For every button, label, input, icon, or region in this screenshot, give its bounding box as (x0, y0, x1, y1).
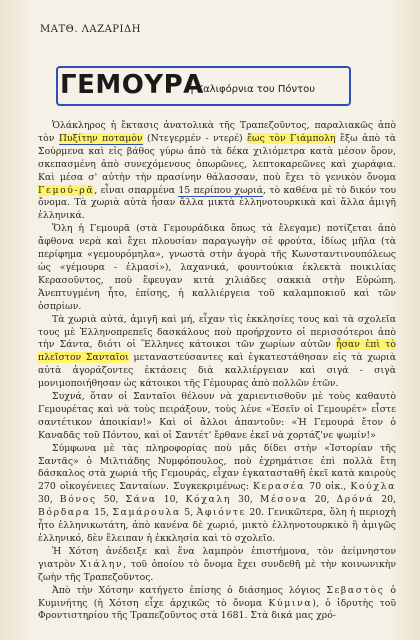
text-run: , εἶναι σπαρμένα (94, 184, 179, 196)
paragraph-6 (38, 546, 396, 585)
village-count: 30, (38, 494, 60, 506)
person-name: Σεβαστὸς (326, 584, 385, 596)
village-count: 20, (374, 494, 396, 506)
running-head: ΜΑΤΘ. ΛΑΖΑΡΙΔΗ (40, 24, 141, 35)
article-title: ΓΕΜΟΥΡΑ (60, 70, 204, 100)
place-name: Κύμινα (268, 597, 313, 609)
article-subtitle: ή Καλιφόρνια του Πόντου (187, 84, 316, 95)
village-name: Σάνα (125, 494, 157, 506)
text-run: μεταναστεύσαντες καὶ ἐγκατεστάθησαν εἰς τὰ χωριὰ αὐτὰ ἀγοράζοντες ἐκτάσεις διὰ καλλιέργειαν καὶ σιγά - σιγὰ μονιμοποιήθησαν ὡς κάτοικοι τῆς Γέμουρας ἀπὸ πολλῶν ἐτῶν. (38, 352, 396, 390)
text-run: Γενικῶτερα, ὅλη ἡ περιοχὴ ἦτο ἑλληνικωτάτη, ἀπὸ κανένα δὲ χωριό, μικτὸ ἑλληνοτουρκικὸ ἢ ἀμιγῶς ἑλληνικό, δὲν ἔλειπαν ἡ ἐκκλησία καὶ τὸ σχολεῖο. (38, 507, 396, 544)
person-name: Χιάλην (79, 558, 124, 570)
village-name: Κόχαλη (185, 494, 232, 506)
paragraph-1 (38, 120, 396, 223)
article-body (38, 120, 396, 623)
village-name: Κερασέα (253, 481, 306, 493)
village-count: 15, (90, 507, 113, 519)
village-name: Ἀφιόντε (196, 507, 246, 519)
village-name: Κούχλα (350, 481, 396, 493)
highlight-gemoura: Γεμού-ρᾶ (38, 184, 95, 196)
village-name: Βόρδαρα (38, 507, 91, 519)
village-count: 70 οἰκ., (305, 481, 351, 493)
text-run: ὁ Κυμινήτης (ἡ Χότση εἶχε ἀρχικῶς τὸ ὄνομα (38, 584, 396, 609)
text-run: ), ὁ ἱδρυτὴς τοῦ Φροντιστηρίου τῆς Τραπεζοῦντος στὰ 1681. Στὰ δικά μας χρό- (38, 597, 396, 622)
highlight-gyampoli: ἕως τὸν Γιάμπολη (247, 132, 336, 144)
highlight-pyxitis-river: Πυξίτην ποταμὸν (58, 132, 143, 144)
village-name: Σαμάρουλα (112, 507, 181, 519)
text-run: ἔξω ἀπὸ τὰ Σούρμενα καὶ εἰς βάθος γύρω ἀπὸ τὰ δέκα χιλιόμετρα κατὰ μέσον ὅρον, σκεπασμένη ἀπὸ συνεχόμενους ὀπωρῶνες, λεπτοκαρεῶνες καὶ χωράφια. Καὶ μέσα σ' αὐτὴν τὴν πρασίνην θάλασσαν, ποὺ ἔχει τὸ γενικὸν ὄνομα (38, 132, 396, 183)
village-count: 10, (156, 494, 186, 506)
paragraph-3 (38, 314, 396, 391)
village-count: 30, (231, 494, 260, 506)
text-run: Τὰ χωριὰ αὐτά, ἀμιγῆ καὶ μή, εἶχαν τὶς ἐκκλησίες τους καὶ τὰ σχολεῖα τους μὲ Ἑλληνοπρεπεῖς δασκάλους ποὺ προήρχοντο οἱ περισσότεροι ἀπὸ τὴν Σάντα, διότι οἱ Ἕλληνες κάτοικοι τῶν χωρίων αὐτῶν (38, 313, 396, 351)
text-run: Σύμφωνα μὲ τὰς πληροφορίας ποὺ μᾶς δίδει στὴν «Ἱστορίαν τῆς Σαντᾶς» ὁ Μιλτιάδης Νυμφόπουλος, ποὺ ἐχρημάτισε ἐπὶ πολλὰ ἔτη δάσκαλος στὰ χωριὰ τῆς Γεμουράς, εἶχαν ἐγκατασταθῆ ἐκεῖ κατὰ καιροὺς 270 οἰκογένειες Σανταίων. Συγκεκριμένως: (38, 442, 396, 493)
paragraph-4: Συχνά, ὅταν οἱ Σανταῖοι θέλουν νὰ χαριεντισθοῦν μὲ τοὺς καθαυτὸ Γεμουρέτας καὶ νὰ τοὺς πειράξουν, τοὺς λένε «Ἐσεῖν οἱ Γεμουρέτ» εἶστε σαντέτικον ἀποικίαν!» Καὶ οἱ ἄλλοι ἀπαντοῦν: «Ἡ Γεμουρά ἔτον ὁ Καναδᾶς τοῦ Πόντου, καὶ οἱ Σαντέτ' ἔρθανε ἐκεῖ νὰ χορτάζ'νε ψωμίν!» (38, 391, 396, 441)
highlight-santaioi: ἦσαν ἐπὶ τὸ πλεῖστον Σανταῖοι (38, 339, 396, 364)
text-run: (Ντεγερμέν - ντερέ) (142, 132, 248, 144)
underline-15-villages: 15 περίπου χωριά (178, 184, 264, 196)
paragraph-7 (38, 585, 396, 624)
village-count: 20, (307, 494, 337, 506)
paragraph-5 (38, 443, 396, 546)
village-count: 50, (96, 494, 126, 506)
village-name: Μέσονα (259, 494, 308, 506)
village-name: Βόνος (59, 494, 97, 506)
text-run: Ἡ Χότση ἀνέδειξε καὶ ἕνα λαμπρὸν ἐπιστήμονα, τὸν ἀείμνηστον γιατρὸν (38, 545, 396, 570)
village-count: 20. (245, 507, 265, 519)
text-run: , τὸ καθένα μὲ τὸ δικόν του ὄνομα. Τὰ χωριὰ αὐτὰ ἦσαν ἄλλα μικτὰ ἑλληνοτουρκικὰ καὶ ἄλλα ἀμιγῆ ἑλληνικά. (38, 184, 396, 222)
village-name: Δρόνά (336, 494, 375, 506)
text-run: , τοῦ ὁποίου τὸ ὄνομα ἔχει συνδεθῆ μὲ τὴν κοινωνικὴν ζωὴν τῆς Τραπεζοῦντος. (38, 558, 397, 583)
village-count: 5, (180, 507, 197, 519)
paragraph-2: Ὅλη ἡ Γεμουρᾶ (στὰ Γεμουράδικα ὅπως τὰ ἔλεγαμε) ποτίζεται ἀπὸ ἄφθονα νερὰ καὶ ἔχει πλουσίαν παραγωγὴν σὲ φρούτα, ἰδίως μῆλα (τὰ περίφημα «γεμουρόμηλα», γνωστὰ στὴν ἀγορὰ τῆς Κωνσταντινουπόλεως ὡς «γέμουρα - ἐλμασί»), λαχανικά, φουντούκια ἐκλεκτὰ ποικιλίας Κερασοῦντος, ποὺ ἔφευγαν κιτὰ χιλιάδες σακκιὰ στὴν Εὐρώπη. Ἀνεπτυγμένη ἦτο, ἐπίσης, ἡ καλλιέργεια τοῦ καλαμποκιοῦ καὶ τῶν ὀσπρίων. (38, 223, 396, 312)
text-run: Ὁλάκληρος ἡ ἔκτασις ἀνατολικὰ τῆς Τραπεζοῦντος, παραλιακῶς ἀπὸ τὸν (38, 120, 396, 144)
text-run: Ἀπὸ τὴν Χότσην κατήγετο ἐπίσης ὁ διάσημος λόγιος (52, 584, 327, 596)
